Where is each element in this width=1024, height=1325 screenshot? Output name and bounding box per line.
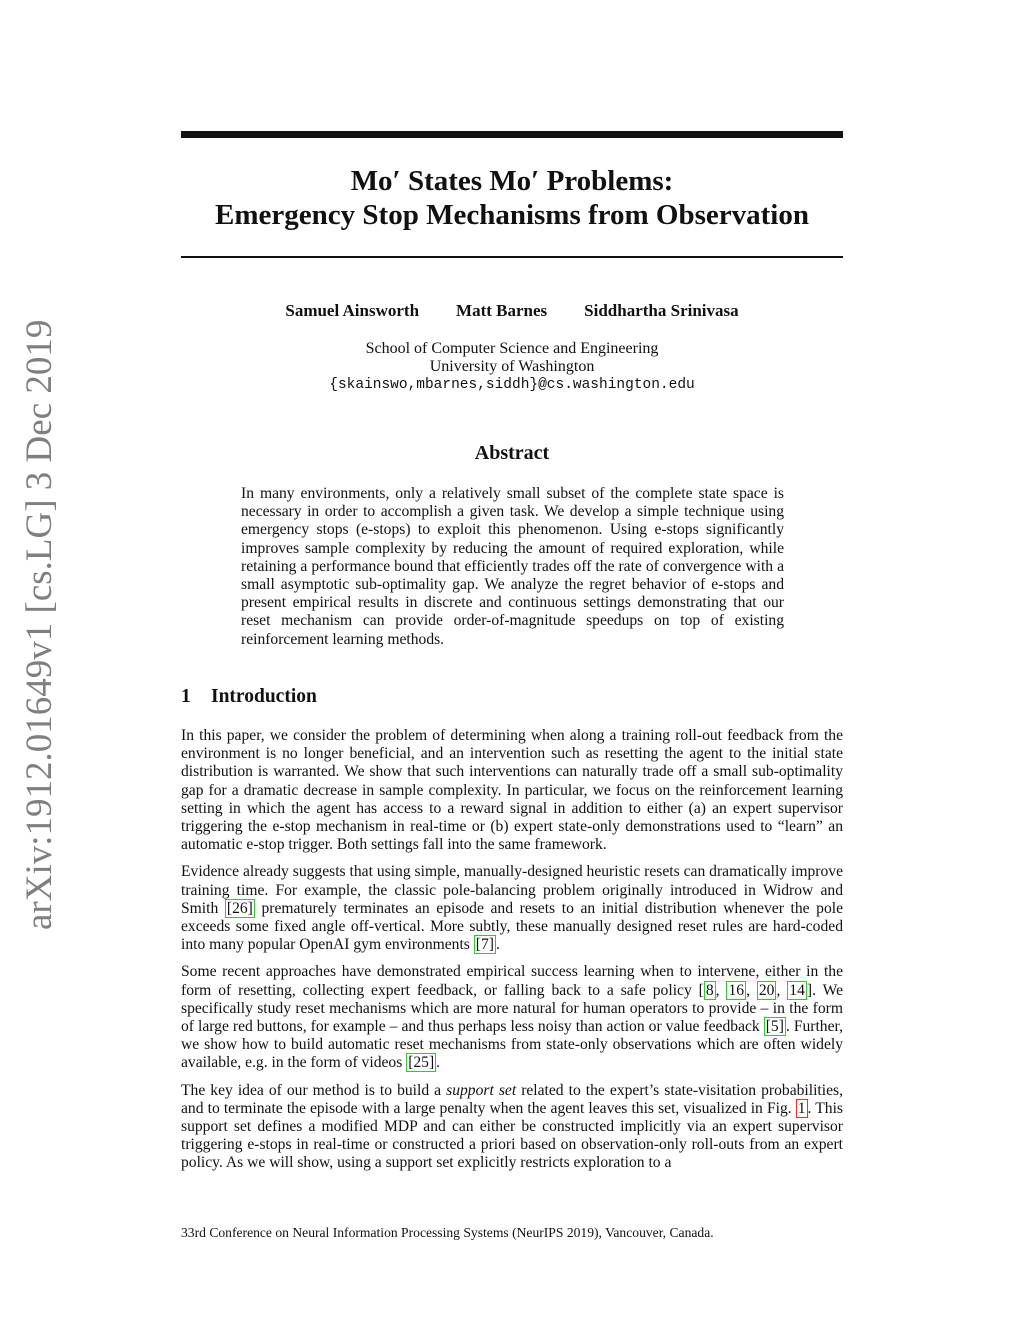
abstract-body: In many environments, only a relatively small subset of the complete state space is necessary in order to accomplish a given task. We develop a simple technique using emergency stops (e-stops) to exploit this phenomenon. Using e-stops significantly improves sample complexity by reducing the amount of required exploration, while retaining a performance bound that efficiently trades off the rate of convergence with a small asymptotic sub-optimality gap. We analyze the regret behavior of e-stops and present empirical results in discrete and continuous settings demonstrating that our reset mechanism can provide order-of-magnitude speedups on top of existing reinforcement learning methods. — [241, 485, 784, 648]
abstract-heading: Abstract — [474, 442, 550, 464]
citation-link[interactable]: [7] — [475, 936, 494, 954]
author-list — [181, 300, 843, 322]
title-top-rule — [181, 131, 843, 138]
text-run: prematurely terminates an episode and resets to an initial distribution whenever the pole exceeds some fixed angle off-vertical. More subtly, these manually designed reset rules are hard-coded into many popular OpenAI gym environments — [181, 899, 843, 954]
title-line-2: Emergency Stop Mechanisms from Observation — [215, 199, 809, 231]
section-title: Introduction — [211, 686, 317, 707]
section-number: 1 — [181, 686, 191, 707]
text-run: related to the expert’s state-visitation probabilities, and to terminate the episode with a large penalty when the agent leaves this set, visualized in Fig. — [181, 1081, 843, 1117]
text-run: ]. We specifically study reset mechanisms which are more natural for human operators to provide – in the form of large red buttons, for example – and thus perhaps less noisy than action or value feedback — [181, 981, 843, 1036]
author-name: Siddhartha Srinivasa — [584, 301, 739, 320]
citation-link[interactable]: 16 — [728, 981, 745, 999]
section-heading-introduction — [181, 685, 843, 709]
citation-link[interactable]: 14 — [789, 981, 805, 999]
author-emails: {skainswo,mbarnes,siddh}@cs.washington.edu — [329, 377, 695, 393]
paragraph: Some recent approaches have demonstrated empirical success learning when to intervene, either in the form of resetting, collecting expert feedback, or falling back to a safe policy [ 8 , 16 , 20 , 14 ]. We specifically study reset mechanisms which are more natural for human operators to provide – in the form of large red buttons, for example – and thus perhaps less noisy than action or value feedback [5] . Further, we show how to build automatic reset mechanisms from state-only observations which are often widely available, e.g. in the form of videos [25] . — [181, 963, 843, 1072]
author-name: Samuel Ainsworth — [285, 301, 420, 320]
text-run: . — [495, 936, 500, 954]
text-run: The key idea of our method is to build a — [181, 1081, 447, 1099]
citation-link[interactable]: 8 — [705, 981, 714, 999]
title-line-1: Mo′ States Mo′ Problems: — [350, 165, 674, 197]
arxiv-identifier-stamp: arXiv:1912.01649v1 [cs.LG] 3 Dec 2019 — [19, 319, 60, 930]
paragraph — [181, 1082, 843, 1173]
affiliation-school: School of Computer Science and Engineering — [365, 340, 659, 357]
text-run: . Further, we show how to build automatic reset mechanisms from state-only observations which are often widely available, e.g. in the form of videos — [181, 1018, 843, 1072]
text-run: Evidence already suggests that using simple, manually-designed heuristic resets can dramatically improve training time. For example, the classic pole-balancing problem originally introduced in Widrow and Smith — [181, 863, 843, 917]
citation-link[interactable]: [25] — [408, 1054, 435, 1072]
paragraph: In this paper, we consider the problem of determining when along a training roll-out feedback from the environment is no longer beneficial, and an intervention such as resetting the agent to the initial state distribution is warranted. We show that such interventions can naturally trade off a small sub-optimality gap for a dramatic decrease in sample complexity. In particular, we focus on the reinforcement learning setting in which the agent has access to a reward signal in addition to either (a) an expert supervisor triggering the e-stop mechanism in real-time or (b) expert state-only demonstrations used to “learn” an automatic e-stop trigger. Both settings fall into the same framework. — [181, 727, 843, 854]
text-run: . — [436, 1054, 441, 1072]
conference-footnote: 33rd Conference on Neural Information Processing Systems (NeurIPS 2019), Vancouver, Canada. — [181, 1225, 714, 1240]
text-run: Some recent approaches have demonstrated empirical success learning when to intervene, either in the form of resetting, collecting expert feedback, or falling back to a safe policy [ — [181, 963, 843, 999]
paper-title — [181, 164, 843, 232]
text-run: . This support set defines a modified MDP and can either be constructed implicitly via an expert supervisor triggering e-stops in real-time or constructed a priori based on observation-only roll-outs from an expert policy. As we will show, using a support set explicitly restricts exploration to a — [181, 1099, 843, 1172]
citation-link[interactable]: [5] — [765, 1018, 784, 1036]
author-name: Matt Barnes — [456, 301, 548, 320]
introduction-body — [181, 727, 843, 1182]
affiliation-university: University of Washington — [429, 358, 595, 375]
citation-link[interactable]: 20 — [758, 981, 775, 999]
paragraph — [181, 863, 843, 954]
title-bottom-rule — [181, 256, 843, 258]
citation-link[interactable]: [26] — [226, 899, 253, 917]
figure-reference-link[interactable]: 1 — [797, 1099, 806, 1117]
emphasis-term: support set — [446, 1081, 517, 1099]
affiliation-block — [181, 340, 843, 394]
